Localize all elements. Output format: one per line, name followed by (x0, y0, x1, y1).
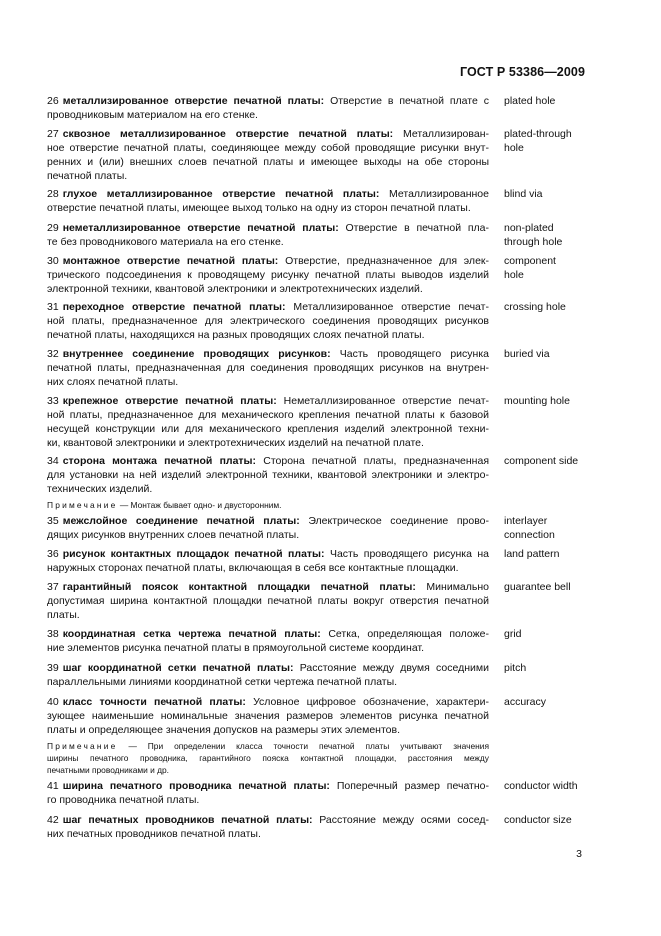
note: Примечание — Монтаж бывает одно- и двусторонним. (47, 500, 282, 510)
term-name: монтажное отверстие печатной платы: (62, 255, 279, 267)
term-definition: 26 металлизированное отверстие печатной платы: Отверстие в печатной плате с проводниковым материалом на его стенке. (47, 95, 489, 121)
term-number: 35 (47, 515, 59, 527)
term-definition: 28 глухое металлизированное отверстие печатной платы: Металлизированное отверстие печатной платы, имеющее выход только на одну из сторон печатной платы. (47, 188, 489, 214)
term-number: 29 (47, 222, 59, 234)
term-name: сквозное металлизированное отверстие печатной платы: (62, 128, 394, 140)
note-label: Примечание (47, 500, 118, 510)
term-name: рисунок контактных площадок печатной платы: (62, 548, 325, 560)
english-equivalent: accuracy (504, 696, 547, 708)
term-definition: 36 рисунок контактных площадок печатной платы: Часть проводящего рисунка на наружных сторонах печатной платы, включающая в себя все контактные площадки. (47, 548, 489, 574)
term-name: координатная сетка чертежа печатной платы: (62, 628, 321, 640)
english-equivalent: component side (504, 455, 579, 467)
term-number: 26 (47, 95, 59, 107)
english-equivalent: plated hole (504, 95, 556, 107)
term-definition: 27 сквозное металлизированное отверстие печатной платы: Металлизирован- ное отверстие печатной платы, соединяющее между собой проводящие рисунки внут- ренних и (или) внешних слоев печатной платы и имеющее выходы на обе стороны печатной платы. (47, 128, 489, 182)
term-name: гарантийный поясок контактной площадки печатной платы: (62, 581, 416, 593)
english-equivalent: conductor width (504, 780, 578, 792)
term-definition: 37 гарантийный поясок контактной площадки печатной платы: Минимально допустимая ширина контактной площадки печатной платы вокруг отверстия печатной платы. (47, 581, 489, 621)
english-equivalent: blind via (504, 188, 543, 200)
english-equivalent: plated-through hole (504, 128, 572, 154)
term-number: 39 (47, 662, 59, 674)
term-number: 33 (47, 395, 59, 407)
term-number: 32 (47, 348, 59, 360)
english-equivalent: conductor size (504, 814, 572, 826)
term-name: ширина печатного проводника печатной платы: (62, 780, 330, 792)
term-name: класс точности печатной платы: (62, 696, 246, 708)
english-equivalent: non-plated through hole (504, 222, 563, 248)
term-name: крепежное отверстие печатной платы: (62, 395, 277, 407)
english-equivalent: pitch (504, 662, 527, 674)
note-label: Примечание (47, 741, 118, 751)
term-name: переходное отверстие печатной платы: (62, 301, 286, 313)
document-code-header: ГОСТ Р 53386—2009 (459, 65, 585, 79)
term-number: 42 (47, 814, 59, 826)
term-name: внутреннее соединение проводящих рисунков: (62, 348, 331, 360)
english-equivalent: land pattern (504, 548, 560, 560)
term-definition: 32 внутреннее соединение проводящих рисунков: Часть проводящего рисунка печатной платы, предназначенная для соединения проводящих рисунков на внутрен- них слоях печатной платы. (47, 348, 490, 388)
term-name: неметаллизированное отверстие печатной платы: (62, 222, 339, 234)
term-number: 28 (47, 188, 59, 200)
english-equivalent: grid (504, 628, 522, 640)
term-name: сторона монтажа печатной платы: (62, 455, 257, 467)
term-name: глухое металлизированное отверстие печатной платы: (62, 188, 380, 200)
term-number: 41 (47, 780, 59, 792)
term-definition: 42 шаг печатных проводников печатной платы: Расстояние между осями сосед- них печатных проводников печатной платы. (47, 814, 489, 840)
term-number: 36 (47, 548, 59, 560)
term-number: 34 (47, 455, 59, 467)
term-number: 40 (47, 696, 59, 708)
term-definition: 29 неметаллизированное отверстие печатной платы: Отверстие в печатной пла- те без проводникового материала на его стенке. (47, 222, 489, 248)
term-definition: 41 ширина печатного проводника печатной платы: Поперечный размер печатно- го проводника печатной платы. (47, 780, 489, 806)
term-number: 38 (47, 628, 59, 640)
term-name: металлизированное отверстие печатной платы: (62, 95, 325, 107)
english-equivalent: crossing hole (504, 301, 566, 313)
english-equivalent: buried via (504, 348, 550, 360)
term-definition: 34 сторона монтажа печатной платы: Сторона печатной платы, предназначенная для установки на ней изделий электронной техники, квантовой электроники и электро- технических изделий. (47, 455, 490, 495)
term-number: 31 (47, 301, 59, 313)
term-definition: 38 координатная сетка чертежа печатной платы: Сетка, определяющая положе- ние элементов рисунка печатной платы в прямоугольной системе координат. (47, 628, 489, 654)
term-number: 27 (47, 128, 59, 140)
english-equivalent: interlayer connection (504, 515, 555, 541)
term-definition: 33 крепежное отверстие печатной платы: Неметаллизированное отверстие печат- ной платы, предназначенное для механического крепления печатной платы к базовой несущей конструкции или для механического крепления изделий электронной техни- ки, квантовой электроники и электротехнических изделий на печатной плате. (47, 395, 490, 449)
term-number: 30 (47, 255, 59, 267)
english-equivalent: mounting hole (504, 395, 570, 407)
english-equivalent: guarantee bell (504, 581, 571, 593)
term-name: шаг координатной сетки печатной платы: (62, 662, 294, 674)
english-equivalent: component hole (504, 255, 556, 281)
term-number: 37 (47, 581, 59, 593)
note: Примечание — При определении класса точности печатной платы учитывают значения ширины печатного проводника, гарантийного пояска контактной площадки, расстояния между печатными проводниками и др. (47, 741, 489, 775)
term-definition: 31 переходное отверстие печатной платы: Металлизированное отверстие печат- ной платы, предназначенное для электрического соединения проводящих рисунков печатной платы, находящихся на разных проводящих слоях печатной платы. (47, 301, 489, 341)
term-definition: 35 межслойное соединение печатной платы: Электрическое соединение прово- дящих рисунков внутренних слоев печатной платы. (47, 515, 489, 541)
term-name: межслойное соединение печатной платы: (62, 515, 300, 527)
term-definition: 40 класс точности печатной платы: Условное цифровое обозначение, характери- зующее наименьшие номинальные значения размеров элементов рисунка печатной платы и определяющее значения допусков на размеры этих элементов. (47, 696, 490, 736)
term-definition: 39 шаг координатной сетки печатной платы: Расстояние между двумя соседними параллельными линиями координатной сетки чертежа печатной платы. (47, 662, 489, 688)
term-definition: 30 монтажное отверстие печатной платы: Отверстие, предназначенное для элек- трического подсоединения к проводящему рисунку печатной платы выводов изделий электронной техники, квантовой электроники и электротехнических изделий. (47, 255, 489, 295)
page-number: 3 (576, 848, 582, 860)
term-name: шаг печатных проводников печатной платы: (62, 814, 313, 826)
